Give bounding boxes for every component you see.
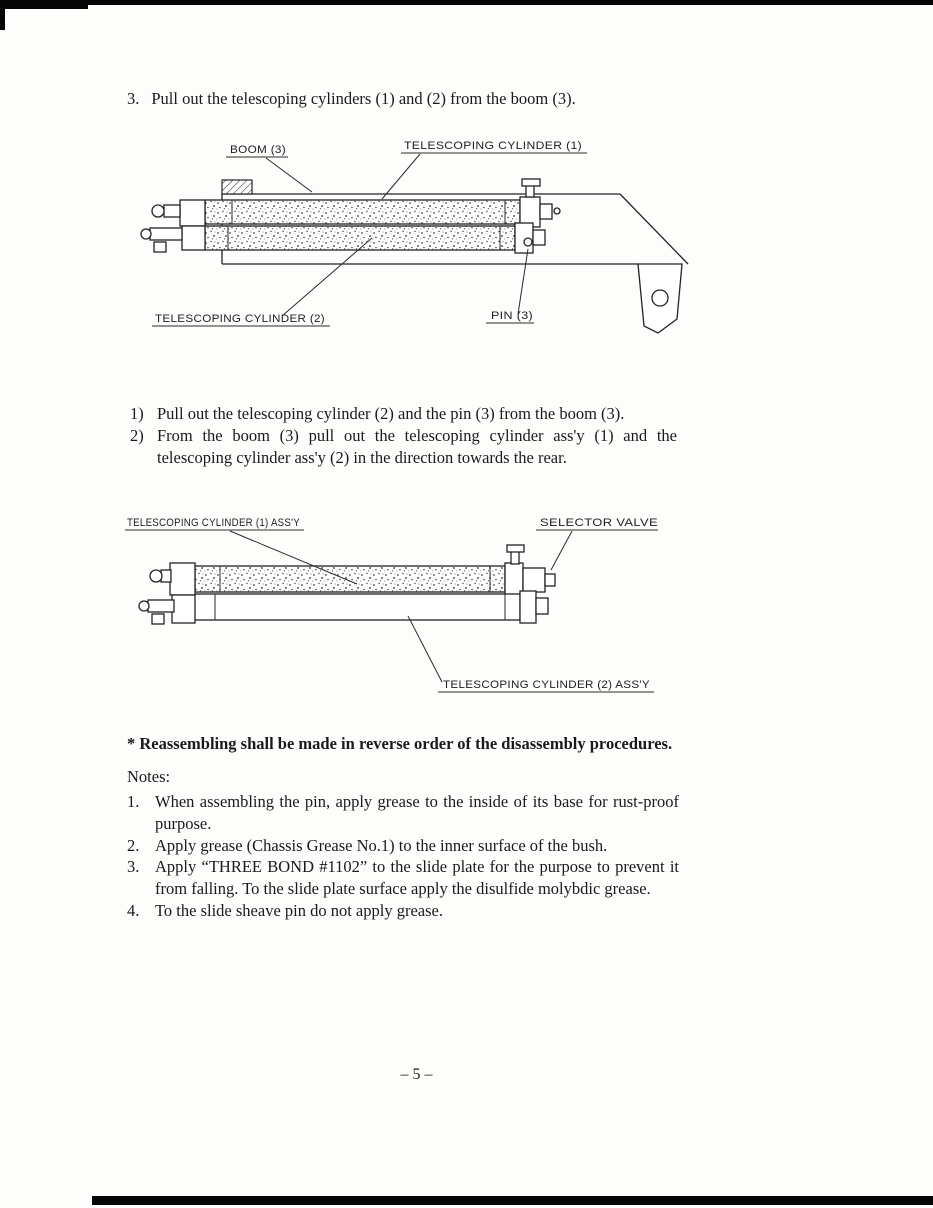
cylinder-2-assy-port-fitting (536, 598, 548, 614)
label-pin: PIN (3) (491, 310, 533, 322)
label-telescoping-cylinder-1-assy: TELESCOPING CYLINDER (1) ASS'Y (127, 517, 301, 529)
substep-1-number: 1) (130, 404, 144, 423)
note-3-text: Apply “THREE BOND #1102” to the slide plate for the purpose to prevent it from falling. To the slide plate surface apply the disulfide molybdic grease. (155, 857, 679, 899)
selector-valve-block (523, 568, 545, 592)
cylinder-1-pin-detail (554, 208, 560, 214)
boom-bracket (638, 264, 682, 333)
label-selector-valve-leader (551, 531, 572, 570)
cylinder-1-assy-top-bar (507, 545, 524, 552)
slide-plate-hatched (222, 180, 252, 194)
cylinder-2-assy-head-block (172, 595, 195, 623)
note-1-text: When assembling the pin, apply grease to the inside of its base for rust-proof purpose. (155, 792, 679, 833)
assembly-left-fittings (139, 563, 195, 624)
notes-title: Notes: (127, 767, 171, 786)
cylinder-2-body (205, 226, 515, 250)
scan-artifact-top-left (0, 0, 88, 9)
cylinder-1-left-stub (164, 205, 180, 217)
notes-section (127, 766, 679, 922)
cylinder-1-assy-body (195, 566, 505, 592)
cylinder-1-top-bar (522, 179, 540, 186)
cylinder-2-head-block (182, 226, 205, 250)
selector-valve-pipe (545, 574, 555, 586)
cylinder-2-assy-left-stub (148, 600, 174, 612)
cylinder-2-left-eye (141, 229, 151, 239)
cylinder-2-assy-left-eye (139, 601, 149, 611)
cylinder-1-assy-head-block (170, 563, 195, 595)
reassembly-note: * Reassembling shall be made in reverse order of the disassembly procedures. (127, 734, 673, 753)
scan-artifact-top (85, 0, 933, 5)
cylinder-2-assembly-drawing (190, 591, 548, 623)
telescoping-cylinder-1-drawing (205, 179, 560, 227)
note-4-number: 4. (127, 900, 140, 920)
substep-1-text: Pull out the telescoping cylinder (2) and the pin (3) from the boom (3). (157, 404, 625, 423)
scan-artifact-bottom (92, 1196, 933, 1205)
cylinder-2-lower-fitting (154, 242, 166, 252)
label-pin-leader (518, 249, 528, 314)
step-3-heading (127, 88, 727, 110)
label-cylinder-2-assy-leader (408, 616, 442, 682)
cylinder-1-port-fitting (540, 204, 552, 219)
figure-boom-disassembly-diagram (120, 130, 700, 342)
cylinder-1-assy-left-eye (150, 570, 162, 582)
cylinder-1-head-block (180, 200, 205, 226)
step-3-number: 3. (127, 89, 140, 108)
page-number: – 5 – (400, 1066, 433, 1083)
note-4-text: To the slide sheave pin do not apply grease. (155, 900, 443, 920)
pin-detail (524, 238, 532, 246)
cylinder-2-assy-lower-fitting (152, 614, 164, 624)
notes-list (127, 791, 679, 922)
note-3-number: 3. (127, 857, 140, 877)
substep-2-number: 2) (130, 426, 144, 445)
label-boom: BOOM (3) (230, 144, 286, 156)
substep-2-text: From the boom (3) pull out the telescoping cylinder ass'y (1) and the telescoping cylinder ass'y (2) in the direction towards the rear. (157, 426, 677, 467)
bracket-hole (652, 290, 668, 306)
substep-list (130, 403, 677, 469)
cylinder-1-assembly-drawing (195, 545, 555, 595)
figure-cylinder-assembly-diagram (120, 512, 680, 702)
label-cylinder-1-leader (382, 154, 420, 199)
scan-artifact-left (0, 0, 5, 30)
cylinder-left-fittings (141, 200, 205, 252)
cylinder-2-assy-end-cap (520, 591, 536, 623)
note-2-text: Apply grease (Chassis Grease No.1) to the inner surface of the bush. (155, 835, 608, 855)
cylinder-1-body (205, 200, 520, 224)
step-3-text: Pull out the telescoping cylinders (1) and (2) from the boom (3). (151, 89, 576, 108)
label-telescoping-cylinder-2-assy: TELESCOPING CYLINDER (2) ASS'Y (443, 679, 651, 691)
note-1-number: 1. (127, 792, 140, 811)
cylinder-1-assy-end-cap (505, 563, 523, 595)
boom-right-diagonal-edge (620, 194, 688, 264)
cylinder-1-left-eye (152, 205, 164, 217)
label-telescoping-cylinder-1: TELESCOPING CYLINDER (1) (404, 140, 582, 152)
label-boom-leader (266, 158, 312, 192)
note-2-number: 2. (127, 835, 140, 855)
cylinder-2-port-fitting (533, 230, 545, 245)
label-telescoping-cylinder-2: TELESCOPING CYLINDER (2) (155, 313, 325, 325)
cylinder-2-left-stub (150, 228, 182, 240)
label-selector-valve: SELECTOR VALVE (540, 517, 658, 529)
cylinder-2-assy-body (190, 594, 520, 620)
telescoping-cylinder-2-drawing (205, 223, 545, 253)
